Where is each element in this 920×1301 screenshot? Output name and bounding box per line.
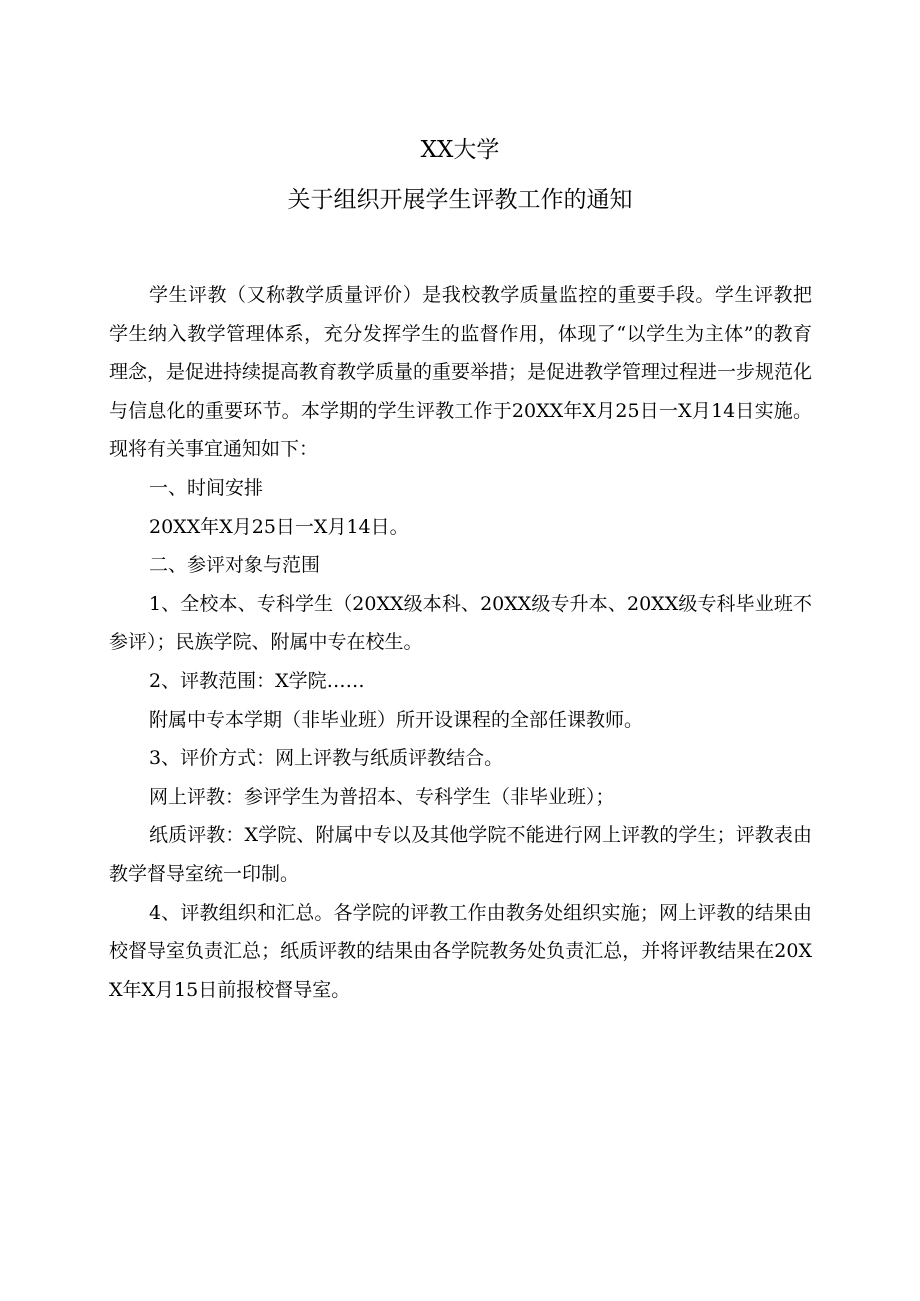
- document-body: [109, 276, 812, 1009]
- scope-item-4: 4、评教组织和汇总。各学院的评教工作由教务处组织实施；网上评教的结果由校督导室负责汇总；纸质评教的结果由各学院教务处负责汇总，并将评教结果在20XX年X月15日前报校督导室。: [109, 901, 812, 1001]
- section-heading-scope: 二、参评对象与范围: [149, 554, 321, 577]
- document-title: 关于组织开展学生评教工作的通知: [287, 187, 633, 213]
- intro-paragraph: 学生评教（又称教学质量评价）是我校教学质量监控的重要手段。学生评教把学生纳入教学管理体系，充分发挥学生的监督作用，体现了“以学生为主体”的教育理念，是促进持续提高教育教学质量的重要举措；是促进教学管理过程进一步规范化与信息化的重要环节。本学期的学生评教工作于20XX年X月25日一X月14日实施。现将有关事宜通知如下：: [109, 284, 813, 461]
- scope-item-2: 2、评教范围：X学院……: [149, 669, 365, 692]
- paper-evaluation: 纸质评教：X学院、附属中专以及其他学院不能进行网上评教的学生；评教表由教学督导室统一印制。: [109, 824, 812, 885]
- scope-item-2-detail: 附属中专本学期（非毕业班）所开设课程的全部任课教师。: [149, 708, 644, 731]
- time-detail: 20XX年X月25日一X月14日。: [149, 515, 409, 538]
- online-evaluation: 网上评教：参评学生为普招本、专科学生（非毕业班）；: [149, 785, 615, 808]
- scope-item-1: 1、全校本、专科学生（20XX级本科、20XX级专升本、20XX级专科毕业班不参评）；民族学院、附属中专在校生。: [109, 592, 812, 654]
- section-heading-time: 一、时间安排: [149, 476, 264, 499]
- scope-item-3: 3、评价方式：网上评教与纸质评教结合。: [149, 747, 504, 770]
- school-name: XX大学: [420, 137, 500, 163]
